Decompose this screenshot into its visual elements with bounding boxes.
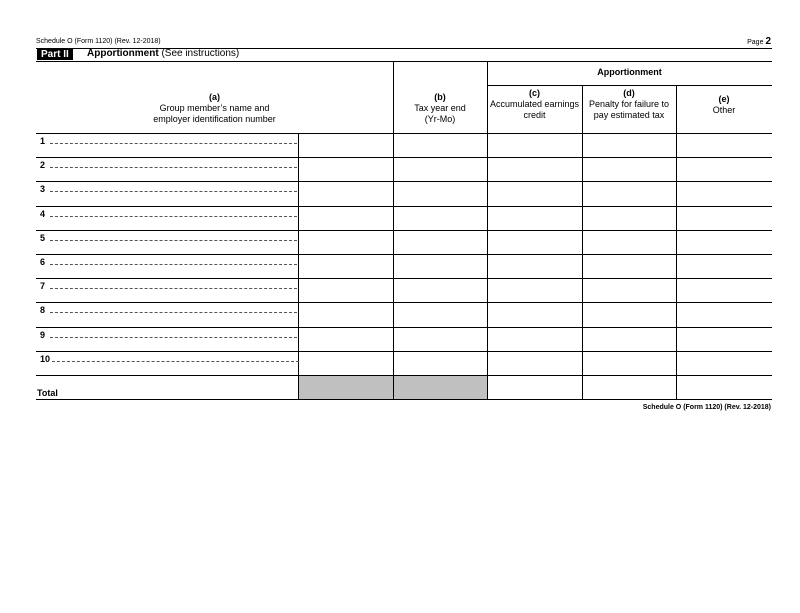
- input-cell-c[interactable]: [393, 278, 487, 302]
- shaded-cell: [299, 376, 393, 399]
- group-divider: [487, 85, 772, 86]
- input-cell-b[interactable]: [298, 157, 393, 181]
- row-number: 2: [40, 160, 46, 171]
- col-text: (Yr-Mo): [424, 114, 456, 124]
- table-bottom: [36, 399, 772, 400]
- input-cell-b[interactable]: [298, 351, 393, 375]
- part-title-bold: Apportionment: [87, 48, 159, 59]
- name-entry-line[interactable]: [52, 361, 299, 362]
- row-number: 7: [40, 281, 46, 292]
- col-text: pay estimated tax: [593, 110, 665, 120]
- input-cell-b[interactable]: [298, 206, 393, 230]
- input-cell-c[interactable]: [393, 206, 487, 230]
- name-entry-line[interactable]: [50, 167, 297, 168]
- column-e-header: [676, 94, 772, 116]
- input-cell-d[interactable]: [487, 254, 582, 278]
- input-cell-e[interactable]: [582, 133, 772, 157]
- row-number: 8: [40, 305, 46, 316]
- input-cell-d[interactable]: [487, 327, 582, 351]
- column-a-header: [36, 92, 393, 125]
- row-number: 3: [40, 184, 46, 195]
- input-cell-b[interactable]: [298, 181, 393, 205]
- row-number: 4: [40, 208, 46, 219]
- input-cell-d[interactable]: [487, 133, 582, 157]
- row-number: 10: [40, 353, 51, 364]
- input-cell-d[interactable]: [487, 157, 582, 181]
- part-label: Part II: [37, 49, 73, 60]
- part-subtitle: (See instructions): [161, 48, 240, 59]
- input-cell-e[interactable]: [582, 230, 772, 254]
- input-cell-c[interactable]: [393, 254, 487, 278]
- name-entry-line[interactable]: [50, 240, 297, 241]
- total-label: Total: [37, 388, 58, 398]
- input-cell-c[interactable]: [393, 133, 487, 157]
- input-cell-e[interactable]: [582, 254, 772, 278]
- input-cell-e[interactable]: [582, 302, 772, 326]
- page-number: 2: [765, 36, 771, 47]
- input-cell-d[interactable]: [487, 230, 582, 254]
- column-b-header: [393, 92, 487, 125]
- row-number: 1: [40, 136, 46, 146]
- col-text: credit: [523, 110, 546, 120]
- input-cell-c[interactable]: [393, 302, 487, 326]
- column-d-header: [582, 88, 676, 121]
- input-cell-b[interactable]: [298, 302, 393, 326]
- col-text: Group member’s name and: [159, 103, 270, 113]
- col-letter: (c): [529, 88, 540, 98]
- input-cell-d[interactable]: [487, 302, 582, 326]
- apportionment-group-header: Apportionment: [597, 67, 662, 77]
- page-label: Page: [747, 39, 764, 46]
- col-letter: (d): [623, 88, 635, 98]
- footer-form-reference: Schedule O (Form 1120) (Rev. 12-2018): [642, 404, 771, 411]
- col-text: Accumulated earnings: [489, 99, 580, 109]
- part-title: [87, 48, 239, 60]
- input-cell-d[interactable]: [487, 278, 582, 302]
- input-cell-c[interactable]: [393, 327, 487, 351]
- input-cell-e[interactable]: [582, 327, 772, 351]
- input-cell-c[interactable]: [393, 351, 487, 375]
- name-entry-line[interactable]: [50, 143, 297, 144]
- name-entry-line[interactable]: [50, 264, 297, 265]
- row-number: 6: [40, 257, 46, 267]
- input-cell-b[interactable]: [298, 278, 393, 302]
- input-cell-c[interactable]: [393, 157, 487, 181]
- input-cell-b[interactable]: [298, 327, 393, 351]
- row-number: 5: [40, 232, 46, 243]
- name-entry-line[interactable]: [50, 216, 297, 217]
- input-cell-d[interactable]: [487, 181, 582, 205]
- input-cell-b[interactable]: [298, 230, 393, 254]
- input-cell-b[interactable]: [298, 133, 393, 157]
- col-text: Tax year end: [414, 103, 466, 113]
- input-cell-b[interactable]: [298, 254, 393, 278]
- col-text: employer identification number: [153, 114, 276, 124]
- col-letter: (b): [434, 92, 446, 102]
- name-entry-line[interactable]: [50, 191, 297, 192]
- input-cell-d[interactable]: [487, 206, 582, 230]
- page-indicator: [747, 36, 771, 47]
- shaded-cell: [394, 376, 487, 399]
- input-cell-d[interactable]: [487, 351, 582, 375]
- col-text: Other: [712, 105, 736, 115]
- row-number: 9: [40, 329, 46, 340]
- form-reference: Schedule O (Form 1120) (Rev. 12-2018): [36, 38, 161, 45]
- input-cell-c[interactable]: [393, 230, 487, 254]
- input-cell-e[interactable]: [582, 278, 772, 302]
- col-text: Penalty for failure to: [588, 99, 670, 109]
- column-c-header: [487, 88, 582, 121]
- input-cell-c[interactable]: [393, 181, 487, 205]
- input-cell-e[interactable]: [582, 206, 772, 230]
- input-cell-e[interactable]: [582, 181, 772, 205]
- name-entry-line[interactable]: [50, 312, 297, 313]
- name-entry-line[interactable]: [50, 337, 297, 338]
- input-cell-e[interactable]: [582, 351, 772, 375]
- col-letter: (e): [718, 94, 730, 104]
- col-letter: (a): [209, 92, 220, 102]
- input-cell-e[interactable]: [582, 157, 772, 181]
- name-entry-line[interactable]: [50, 288, 297, 289]
